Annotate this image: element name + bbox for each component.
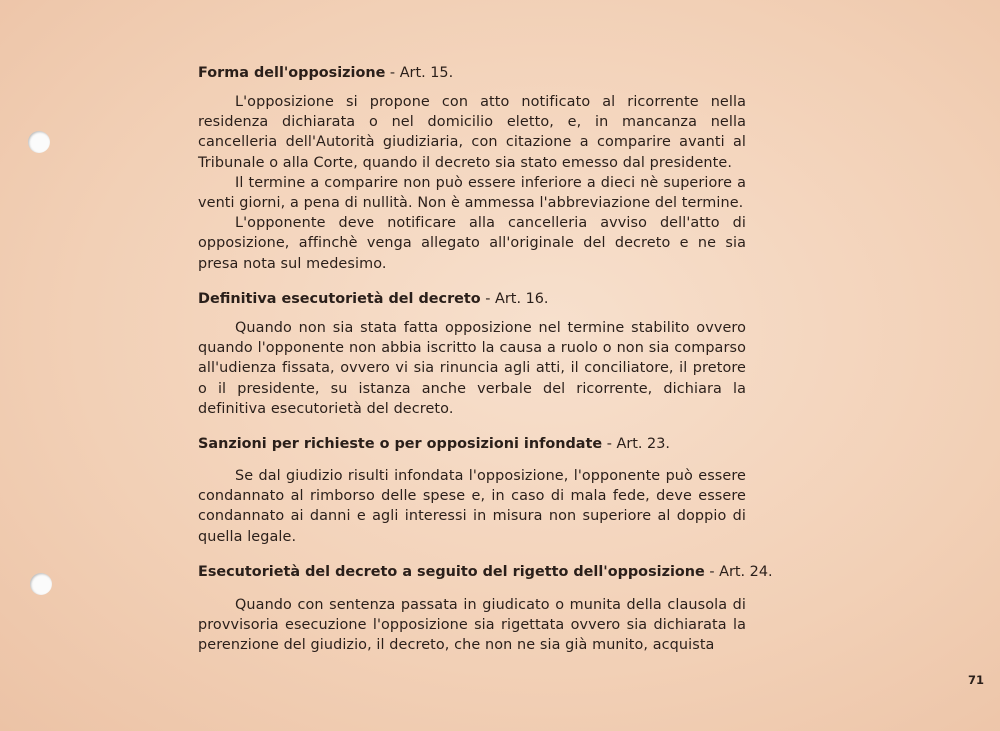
section-title: Esecutorietà del decreto a seguito del rigetto dell'opposizione	[198, 564, 705, 580]
section-title: Definitiva esecutorietà del decreto	[198, 291, 481, 307]
punch-hole	[30, 573, 52, 595]
punch-hole	[28, 131, 50, 153]
section-body	[198, 595, 746, 656]
paragraph: L'opposizione si propone con atto notificato al ricorrente nella residenza dichiarata o nel domicilio eletto, e, in mancanza nella cancelleria dell'Autorità giudiziaria, con citazione a comparire avanti al Tribunale o alla Corte, quando il decreto sia stato emesso dal presidente.	[198, 94, 746, 171]
section-body	[198, 318, 746, 419]
article-ref: - Art. 23.	[602, 436, 670, 452]
section-title: Forma dell'opposizione	[198, 65, 386, 81]
section-body	[198, 92, 746, 274]
article-ref: - Art. 24.	[704, 564, 773, 580]
section-heading	[198, 289, 548, 309]
paragraph: Se dal giudizio risulti infondata l'opposizione, l'opponente può essere condannato al rimborso delle spese e, in caso di mala fede, deve essere condannato ai danni e agli interessi in misura non superiore al doppio di quella legale.	[198, 468, 746, 545]
section-heading	[198, 63, 453, 83]
paragraph: Il termine a comparire non può essere inferiore a dieci nè superiore a venti giorni, a pena di nullità. Non è ammessa l'abbreviazione del termine.	[198, 174, 746, 212]
section-body	[198, 466, 746, 547]
section-heading	[198, 562, 773, 582]
article-ref: - Art. 15.	[385, 65, 454, 81]
page-number: 71	[967, 673, 984, 687]
section-title: Sanzioni per richieste o per opposizioni infondate	[198, 436, 603, 452]
paragraph: Quando con sentenza passata in giudicato o munita della clausola di provvisoria esecuzione l'opposizione sia rigettata ovvero sia dichiarata la perenzione del giudizio, il decreto, che non ne sia già munito, acquista	[198, 597, 746, 654]
paragraph: L'opponente deve notificare alla cancelleria avviso dell'atto di opposizione, affinchè venga allegato all'originale del decreto e ne sia presa nota sul medesimo.	[198, 215, 746, 272]
article-ref: - Art. 16.	[480, 291, 549, 307]
section-heading	[198, 434, 670, 454]
paragraph: Quando non sia stata fatta opposizione nel termine stabilito ovvero quando l'opponente non abbia iscritto la causa a ruolo o non sia comparso all'udienza fissata, ovvero vi sia rinuncia agli atti, il conciliatore, il pretore o il presidente, su istanza anche verbale del ricorrente, dichiara la definitiva esecutorietà del decreto.	[198, 320, 746, 417]
